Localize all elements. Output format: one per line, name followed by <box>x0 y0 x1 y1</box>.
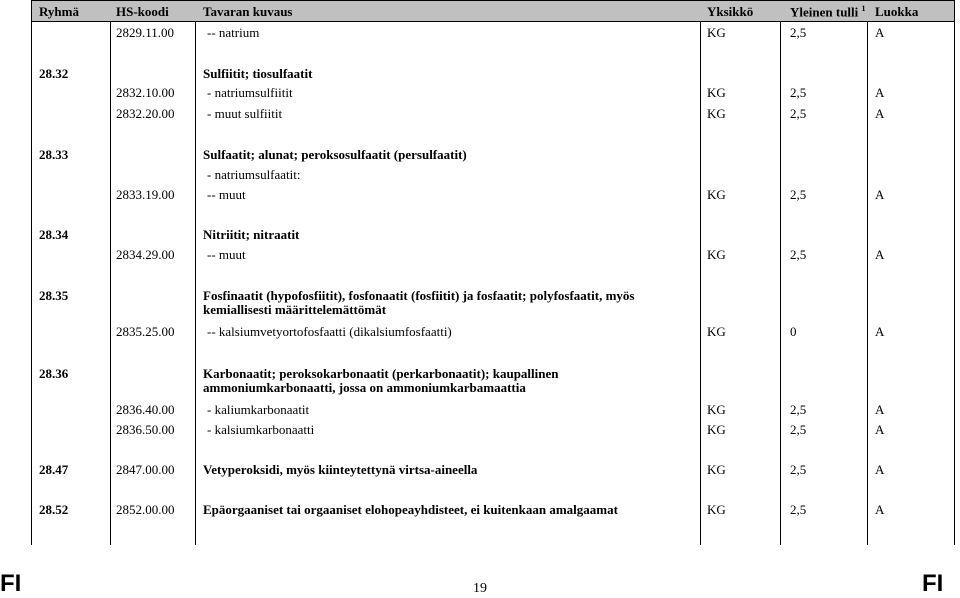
hs-code: 2836.50.00 <box>116 422 175 437</box>
duty: 2,5 <box>790 502 807 517</box>
group-number: 28.36 <box>39 366 69 381</box>
column-divider <box>195 0 196 545</box>
class: A <box>875 324 885 339</box>
group-title: Nitriitit; nitraatit <box>203 227 300 242</box>
item-description: - kaliumkarbonaatit <box>207 402 310 417</box>
group-title: Vetyperoksidi, myös kiinteytettynä virtsa-aineella <box>203 462 478 477</box>
item-description: -- natrium <box>207 25 260 40</box>
group-number: 28.52 <box>39 502 69 517</box>
class: A <box>875 187 885 202</box>
duty: 2,5 <box>790 247 807 262</box>
duty: 2,5 <box>790 402 807 417</box>
subgroup-description: - natriumsulfaatit: <box>207 167 301 182</box>
hs-code: 2829.11.00 <box>116 25 175 40</box>
class: A <box>875 502 885 517</box>
unit: KG <box>707 324 726 339</box>
hs-code: 2852.00.00 <box>116 502 175 517</box>
hs-code: 2833.19.00 <box>116 187 175 202</box>
column-divider <box>867 0 868 545</box>
group-title: Sulfiitit; tiosulfaatit <box>203 66 313 81</box>
duty: 2,5 <box>790 462 807 477</box>
class: A <box>875 462 885 477</box>
duty: 2,5 <box>790 187 807 202</box>
hs-code: 2835.25.00 <box>116 324 175 339</box>
item-description: -- kalsiumvetyortofosfaatti (dikalsiumfosfaatti) <box>207 324 452 339</box>
group-number: 28.47 <box>39 462 69 477</box>
header-tulli: Yleinen tulli $^1$ <box>790 4 866 20</box>
duty: 2,5 <box>790 106 807 121</box>
class: A <box>875 422 885 437</box>
unit: KG <box>707 502 726 517</box>
group-number: 28.34 <box>39 227 69 242</box>
unit: KG <box>707 247 726 262</box>
item-description: - kalsiumkarbonaatti <box>207 422 315 437</box>
page-number: 19 <box>473 581 487 596</box>
hs-code: 2832.10.00 <box>116 85 175 100</box>
hs-code: 2847.00.00 <box>116 462 175 477</box>
duty: 0 <box>790 324 797 339</box>
unit: KG <box>707 85 726 100</box>
class: A <box>875 402 885 417</box>
hs-code: 2832.20.00 <box>116 106 175 121</box>
duty: 2,5 <box>790 25 807 40</box>
group-title: Epäorgaaniset tai orgaaniset elohopeayhdisteet, ei kuitenkaan amalgaamat <box>203 502 618 517</box>
language-code-left: FI <box>0 570 22 597</box>
hs-code: 2834.29.00 <box>116 247 175 262</box>
column-divider <box>700 0 701 545</box>
header-hs-koodi: HS-koodi <box>116 4 169 19</box>
item-description: - natriumsulfiitit <box>207 85 293 100</box>
item-description: - muut sulfiitit <box>207 106 283 121</box>
header-luokka: Luokka <box>875 4 919 19</box>
unit: KG <box>707 422 726 437</box>
class: A <box>875 25 885 40</box>
group-title: Karbonaatit; peroksokarbonaatit (perkarbonaatit); kaupallinen ammoniumkarbonaatti, jossa on ammoniumkarbamaattia <box>203 366 559 395</box>
hs-code: 2836.40.00 <box>116 402 175 417</box>
column-divider <box>780 0 781 545</box>
class: A <box>875 106 885 121</box>
group-title: Sulfaatit; alunat; peroksosulfaatit (persulfaatit) <box>203 147 467 162</box>
language-code-right: FI <box>922 570 944 597</box>
duty: 2,5 <box>790 422 807 437</box>
class: A <box>875 85 885 100</box>
group-number: 28.33 <box>39 147 69 162</box>
column-divider <box>110 0 111 545</box>
unit: KG <box>707 106 726 121</box>
group-title: Fosfinaatit (hypofosfiitit), fosfonaatit (fosfiitit) ja fosfaatit; polyfosfaatit, myös kemiallisesti määrittelemättömät <box>203 288 635 317</box>
group-number: 28.32 <box>39 66 69 81</box>
unit: KG <box>707 25 726 40</box>
duty: 2,5 <box>790 85 807 100</box>
unit: KG <box>707 402 726 417</box>
class: A <box>875 247 885 262</box>
item-description: -- muut <box>207 187 246 202</box>
header-kuvaus: Tavaran kuvaus <box>203 4 293 19</box>
header-ryhma: Ryhmä <box>39 4 79 19</box>
unit: KG <box>707 187 726 202</box>
header-yksikko: Yksikkö <box>707 4 754 19</box>
item-description: -- muut <box>207 247 246 262</box>
unit: KG <box>707 462 726 477</box>
group-number: 28.35 <box>39 288 69 303</box>
